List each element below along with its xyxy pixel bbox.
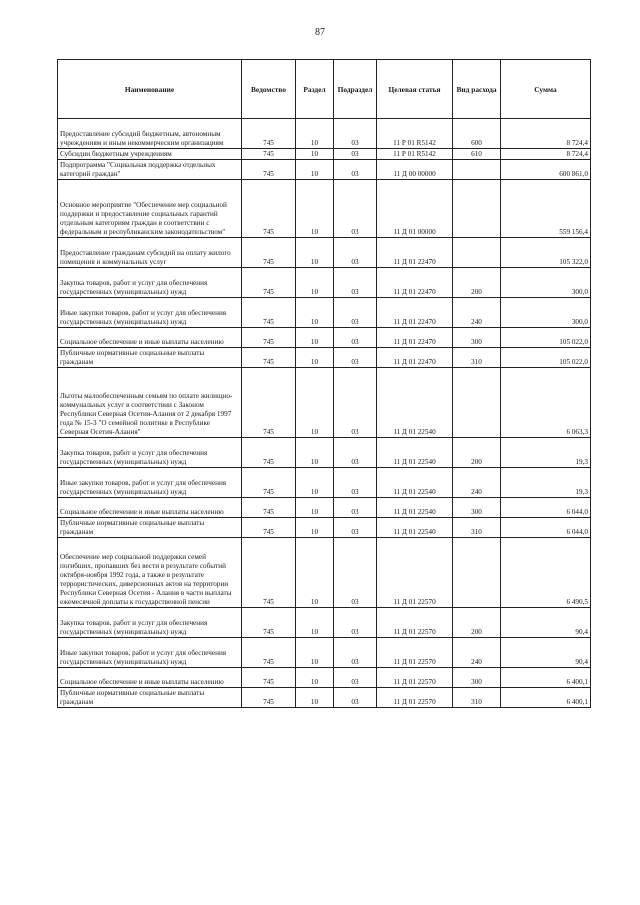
table-row	[58, 468, 591, 498]
cell-amount: 90,4	[501, 638, 591, 668]
cell-subsection: 03	[334, 119, 377, 149]
cell-department: 745	[242, 668, 296, 688]
cell-amount: 559 156,4	[501, 180, 591, 238]
cell-subsection: 03	[334, 668, 377, 688]
cell-target: 11 Д 01 22470	[377, 268, 453, 298]
cell-amount: 105 022,0	[501, 328, 591, 348]
cell-name: Социальное обеспечение и иные выплаты населению	[58, 668, 242, 688]
cell-subsection: 03	[334, 348, 377, 368]
cell-target: 11 Р 01 R5142	[377, 149, 453, 160]
cell-section: 10	[296, 328, 334, 348]
cell-amount: 300,0	[501, 268, 591, 298]
cell-subsection: 03	[334, 149, 377, 160]
table-row	[58, 180, 591, 238]
cell-subsection: 03	[334, 468, 377, 498]
cell-section: 10	[296, 498, 334, 518]
cell-amount: 90,4	[501, 608, 591, 638]
table-row	[58, 160, 591, 180]
cell-amount: 6 490,5	[501, 538, 591, 608]
cell-amount: 600 861,0	[501, 160, 591, 180]
cell-section: 10	[296, 268, 334, 298]
cell-name: Публичные нормативные социальные выплаты гражданам	[58, 518, 242, 538]
cell-name: Закупка товаров, работ и услуг для обеспечения государственных (муниципальных) нужд	[58, 268, 242, 298]
cell-target: 11 Д 01 22570	[377, 608, 453, 638]
cell-department: 745	[242, 238, 296, 268]
cell-name: Иные закупки товаров, работ и услуг для обеспечения государственных (муниципальных) нужд	[58, 468, 242, 498]
cell-target: 11 Д 01 22570	[377, 688, 453, 708]
header-row	[58, 60, 591, 119]
cell-expense-type	[453, 160, 501, 180]
cell-subsection: 03	[334, 498, 377, 518]
table-row	[58, 238, 591, 268]
cell-section: 10	[296, 538, 334, 608]
cell-department: 745	[242, 268, 296, 298]
cell-amount: 8 724,4	[501, 119, 591, 149]
table-body	[58, 119, 591, 708]
cell-section: 10	[296, 368, 334, 438]
cell-name: Предоставление гражданам субсидий на оплату жилого помещения и коммунальных услуг	[58, 238, 242, 268]
cell-expense-type: 600	[453, 119, 501, 149]
cell-section: 10	[296, 348, 334, 368]
cell-section: 10	[296, 668, 334, 688]
cell-name: Основное мероприятие "Обеспечение мер социальной поддержки и предоставление социальных гарантий отдельным категориям граждан в соответствии с федеральным и республиканским законодательством"	[58, 180, 242, 238]
cell-subsection: 03	[334, 160, 377, 180]
cell-amount: 19,3	[501, 468, 591, 498]
cell-amount: 300,0	[501, 298, 591, 328]
cell-section: 10	[296, 238, 334, 268]
table-row	[58, 438, 591, 468]
cell-target: 11 Д 01 22540	[377, 468, 453, 498]
cell-expense-type: 240	[453, 298, 501, 328]
cell-subsection: 03	[334, 268, 377, 298]
cell-target: 11 Д 01 22470	[377, 348, 453, 368]
cell-section: 10	[296, 119, 334, 149]
cell-expense-type: 300	[453, 328, 501, 348]
table-row	[58, 498, 591, 518]
table-row	[58, 668, 591, 688]
cell-department: 745	[242, 119, 296, 149]
cell-section: 10	[296, 160, 334, 180]
table-header	[58, 60, 591, 119]
cell-amount: 6 044,0	[501, 518, 591, 538]
cell-name: Субсидии бюджетным учреждениям	[58, 149, 242, 160]
cell-amount: 105 322,0	[501, 238, 591, 268]
cell-expense-type: 200	[453, 438, 501, 468]
cell-amount: 6 063,3	[501, 368, 591, 438]
cell-section: 10	[296, 638, 334, 668]
cell-name: Обеспечение мер социальной поддержки семей погибших, пропавших без вести в результате событий октября-ноября 1992 года, а также в результате террористических, диверсионных актов на территории Республики Северная Осетия - Алания в части выплаты ежемесячной доплаты к государственной пенсии	[58, 538, 242, 608]
cell-section: 10	[296, 438, 334, 468]
header-name: Наименование	[58, 60, 242, 119]
cell-expense-type	[453, 180, 501, 238]
cell-expense-type	[453, 368, 501, 438]
table-row	[58, 368, 591, 438]
cell-section: 10	[296, 608, 334, 638]
cell-subsection: 03	[334, 538, 377, 608]
cell-name: Закупка товаров, работ и услуг для обеспечения государственных (муниципальных) нужд	[58, 608, 242, 638]
cell-amount: 6 400,1	[501, 688, 591, 708]
cell-expense-type: 200	[453, 268, 501, 298]
table-row	[58, 268, 591, 298]
cell-section: 10	[296, 298, 334, 328]
cell-expense-type: 310	[453, 518, 501, 538]
cell-section: 10	[296, 518, 334, 538]
cell-target: 11 Д 01 22470	[377, 298, 453, 328]
cell-name: Закупка товаров, работ и услуг для обеспечения государственных (муниципальных) нужд	[58, 438, 242, 468]
table-row	[58, 149, 591, 160]
cell-section: 10	[296, 688, 334, 708]
cell-department: 745	[242, 608, 296, 638]
cell-name: Публичные нормативные социальные выплаты гражданам	[58, 348, 242, 368]
cell-target: 11 Д 01 22540	[377, 498, 453, 518]
cell-department: 745	[242, 688, 296, 708]
cell-department: 745	[242, 518, 296, 538]
table-row	[58, 518, 591, 538]
table-row	[58, 608, 591, 638]
cell-subsection: 03	[334, 518, 377, 538]
table-row	[58, 298, 591, 328]
cell-department: 745	[242, 149, 296, 160]
header-target: Целевая статья	[377, 60, 453, 119]
header-section: Раздел	[296, 60, 334, 119]
cell-amount: 6 044,0	[501, 498, 591, 518]
cell-expense-type: 300	[453, 668, 501, 688]
cell-expense-type: 310	[453, 688, 501, 708]
table-row	[58, 538, 591, 608]
cell-section: 10	[296, 468, 334, 498]
cell-name: Льготы малообеспеченным семьям по оплате жилищно-коммунальных услуг в соответствии с Законом Республики Северная Осетия-Алания от 2 декабря 1997 года № 15-3 "О семейной политике в Республике Северная Осетия-Алания"	[58, 368, 242, 438]
cell-expense-type: 310	[453, 348, 501, 368]
cell-department: 745	[242, 298, 296, 328]
cell-target: 11 Д 01 00000	[377, 180, 453, 238]
cell-subsection: 03	[334, 438, 377, 468]
cell-subsection: 03	[334, 638, 377, 668]
cell-amount: 6 400,1	[501, 668, 591, 688]
cell-name: Социальное обеспечение и иные выплаты населению	[58, 498, 242, 518]
cell-expense-type	[453, 538, 501, 608]
cell-section: 10	[296, 149, 334, 160]
table-row	[58, 688, 591, 708]
cell-subsection: 03	[334, 298, 377, 328]
cell-subsection: 03	[334, 180, 377, 238]
cell-target: 11 Д 01 22570	[377, 638, 453, 668]
cell-amount: 8 724,4	[501, 149, 591, 160]
cell-expense-type: 610	[453, 149, 501, 160]
cell-department: 745	[242, 348, 296, 368]
budget-table	[57, 59, 591, 708]
cell-name: Публичные нормативные социальные выплаты гражданам	[58, 688, 242, 708]
header-expense-type: Вид расхода	[453, 60, 501, 119]
cell-target: 11 Д 01 22470	[377, 238, 453, 268]
cell-expense-type: 200	[453, 608, 501, 638]
cell-name: Подпрограмма "Социальная поддержка отдельных категорий граждан"	[58, 160, 242, 180]
cell-department: 745	[242, 538, 296, 608]
cell-target: 11 Д 01 22570	[377, 668, 453, 688]
cell-amount: 105 022,0	[501, 348, 591, 368]
cell-department: 745	[242, 438, 296, 468]
cell-expense-type: 240	[453, 638, 501, 668]
cell-name: Социальное обеспечение и иные выплаты населению	[58, 328, 242, 348]
header-subsection: Подраздел	[334, 60, 377, 119]
cell-subsection: 03	[334, 238, 377, 268]
cell-department: 745	[242, 328, 296, 348]
page-number: 87	[315, 27, 325, 38]
cell-subsection: 03	[334, 608, 377, 638]
cell-section: 10	[296, 180, 334, 238]
cell-name: Иные закупки товаров, работ и услуг для обеспечения государственных (муниципальных) нужд	[58, 298, 242, 328]
cell-target: 11 Д 01 22540	[377, 368, 453, 438]
header-amount: Сумма	[501, 60, 591, 119]
cell-department: 745	[242, 368, 296, 438]
header-department: Ведомство	[242, 60, 296, 119]
cell-target: 11 Р 01 R5142	[377, 119, 453, 149]
cell-target: 11 Д 01 22540	[377, 438, 453, 468]
cell-expense-type: 300	[453, 498, 501, 518]
table-row	[58, 328, 591, 348]
cell-target: 11 Д 01 22540	[377, 518, 453, 538]
cell-expense-type	[453, 238, 501, 268]
cell-amount: 19,3	[501, 438, 591, 468]
table-row	[58, 348, 591, 368]
cell-target: 11 Д 01 22470	[377, 328, 453, 348]
table-row	[58, 119, 591, 149]
cell-department: 745	[242, 468, 296, 498]
cell-target: 11 Д 01 22570	[377, 538, 453, 608]
cell-subsection: 03	[334, 688, 377, 708]
cell-department: 745	[242, 160, 296, 180]
cell-department: 745	[242, 180, 296, 238]
cell-name: Иные закупки товаров, работ и услуг для обеспечения государственных (муниципальных) нужд	[58, 638, 242, 668]
cell-name: Предоставление субсидий бюджетным, автономным учреждениям и иным некоммерческим организациям	[58, 119, 242, 149]
cell-target: 11 Д 00 00000	[377, 160, 453, 180]
cell-expense-type: 240	[453, 468, 501, 498]
cell-department: 745	[242, 638, 296, 668]
cell-department: 745	[242, 498, 296, 518]
table-row	[58, 638, 591, 668]
cell-subsection: 03	[334, 328, 377, 348]
cell-subsection: 03	[334, 368, 377, 438]
